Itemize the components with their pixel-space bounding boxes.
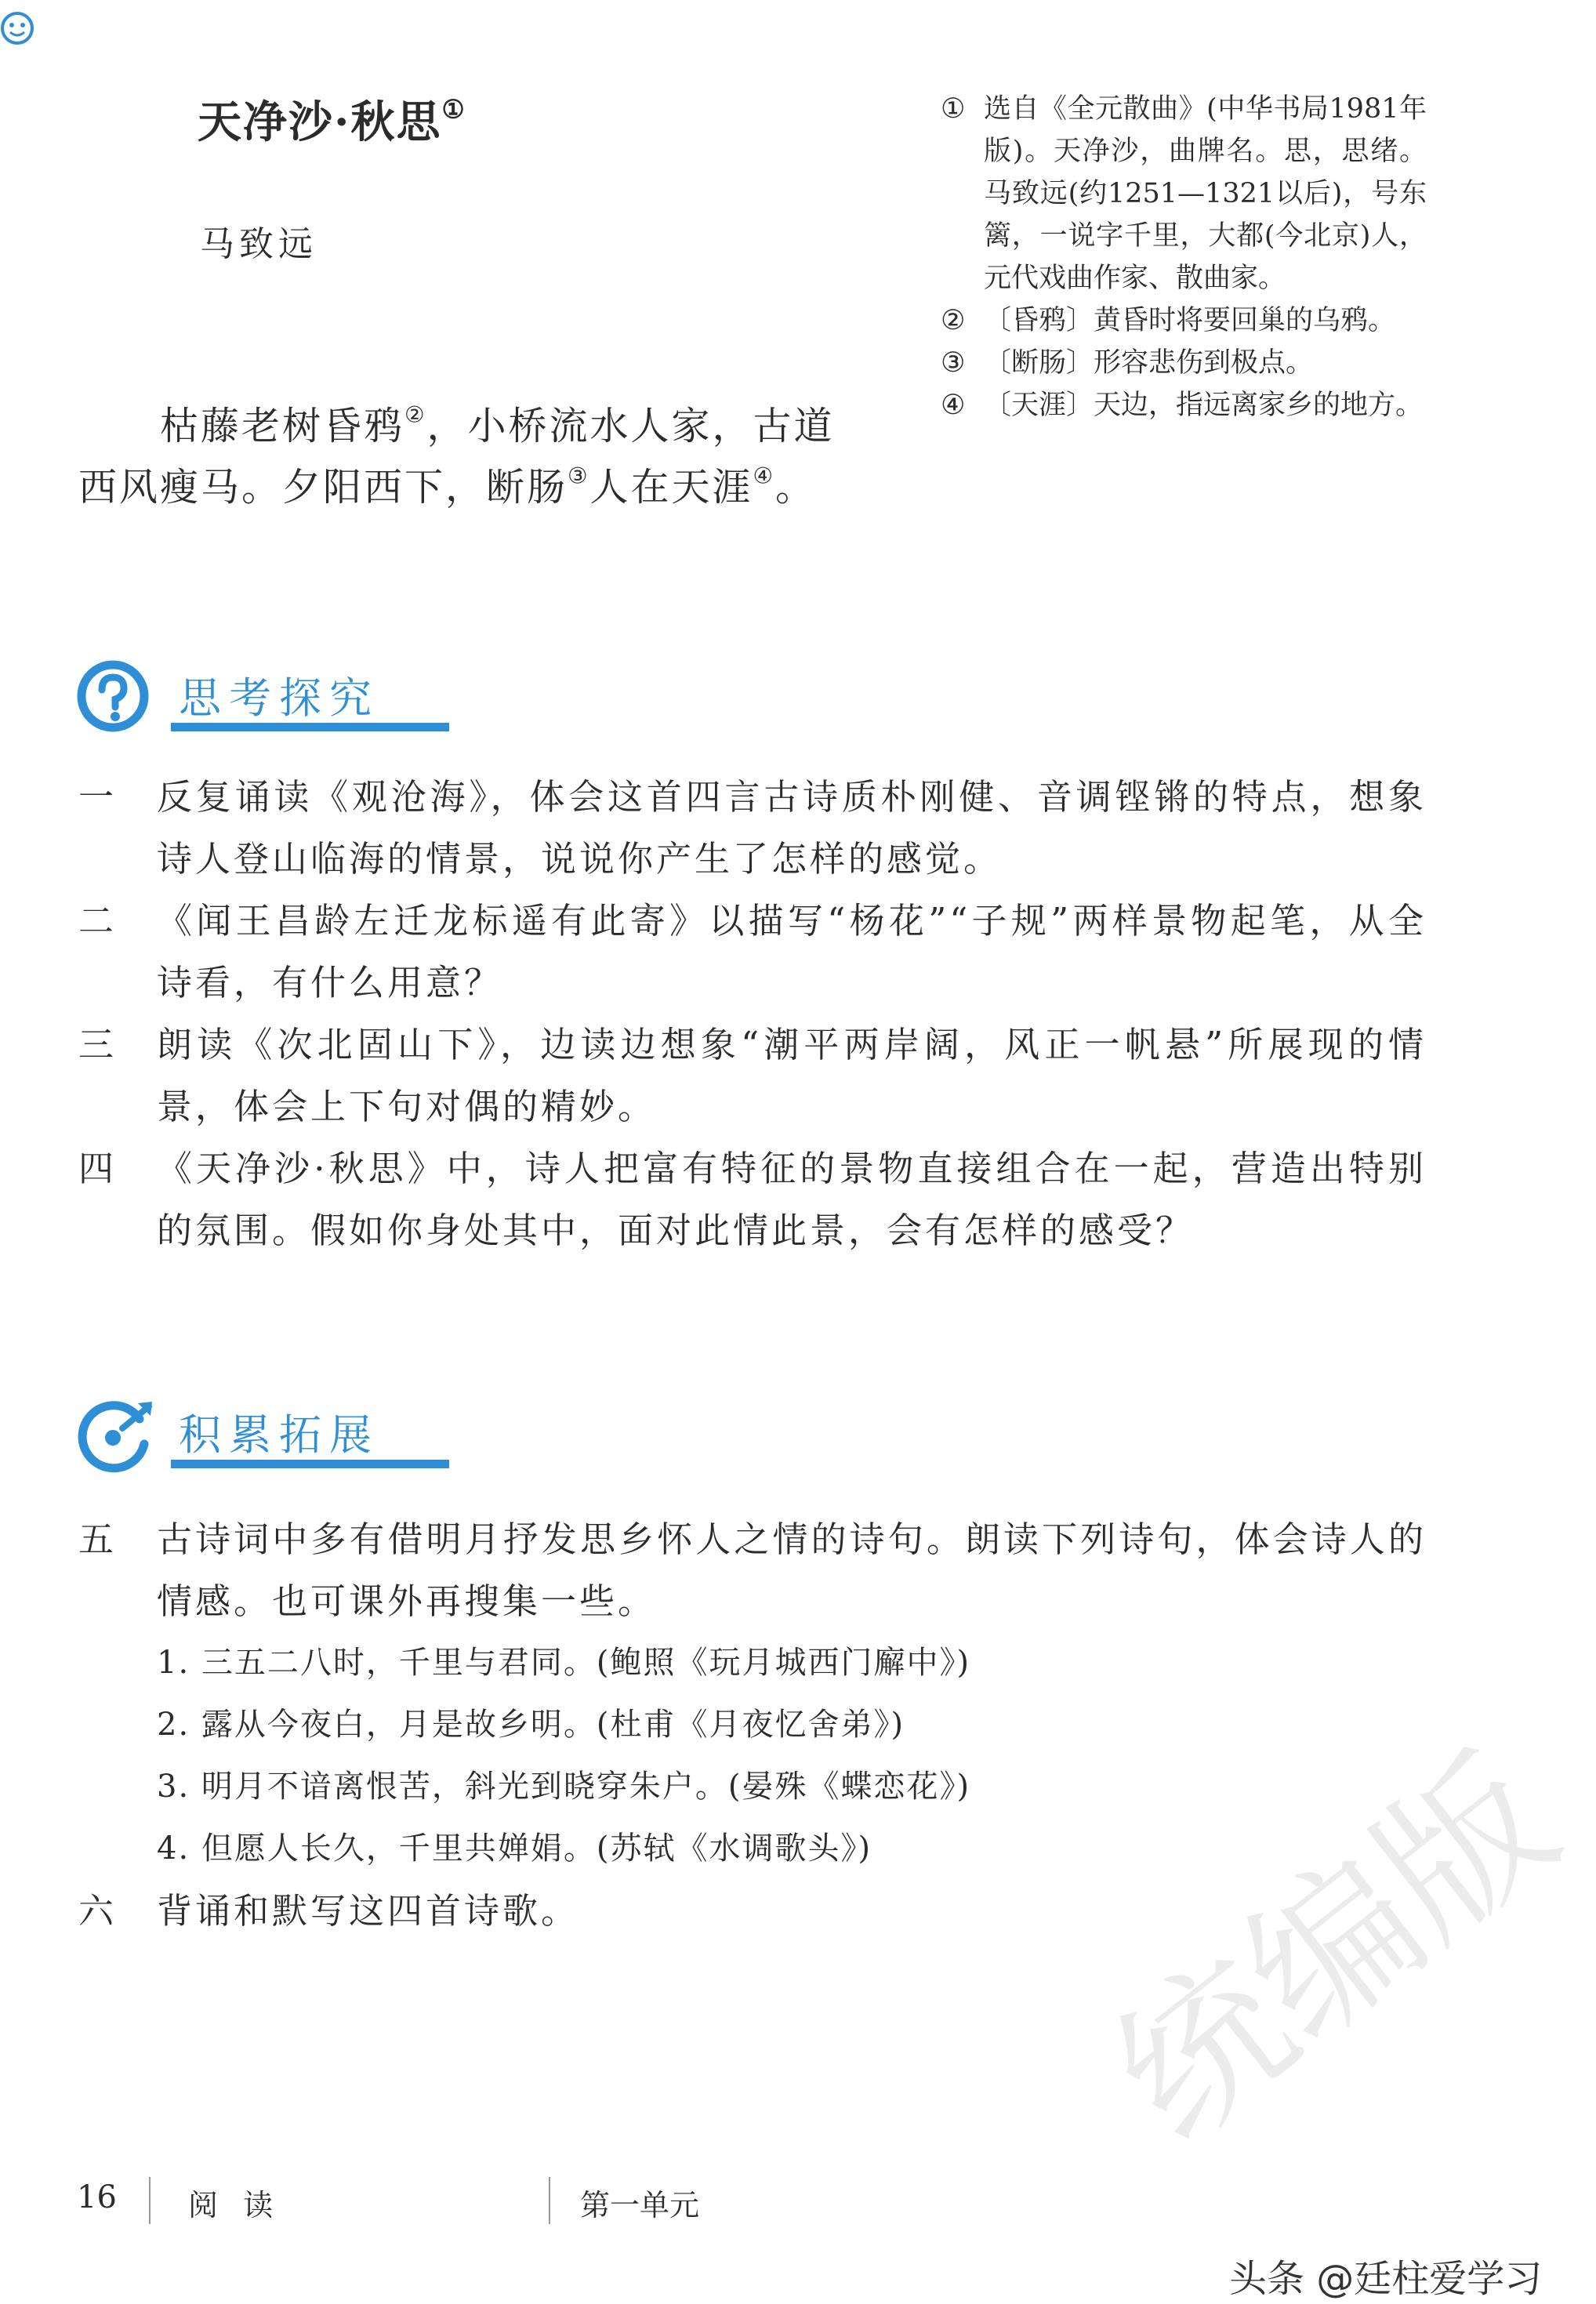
section-title: 积累拓展 — [179, 1410, 379, 1460]
poem-title: 天净沙·秋思① — [198, 94, 466, 148]
poem-line-item: 2. 露从今夜白，月是故乡明。(杜甫《月夜忆舍弟》) — [157, 1707, 905, 1743]
footnote-item: ② 〔昏鸦〕黄昏时将要回巢的乌鸦。 — [941, 305, 1396, 336]
source-credit: 头条 @廷柱爱学习 — [1229, 2257, 1543, 2301]
footnote-item: ③ 〔断肠〕形容悲伤到极点。 — [941, 347, 1314, 379]
watermark: 统编版 — [1081, 1721, 1589, 2177]
footnote-item: ④ 〔天涯〕天边，指远离家乡的地方。 — [941, 390, 1424, 421]
poem-line-2: 西风瘦马。夕阳西下，断肠③人在天涯④。 — [78, 463, 816, 510]
question-item: 四 《天净沙·秋思》中，诗人把富有特征的景物直接组合在一起，营造出特别的氛围。假如你身处其中，面对此情此景，会有怎样的感受？ — [78, 1148, 1427, 1251]
footer-unit-label: 第一单元 — [580, 2188, 700, 2222]
footer-divider — [549, 2177, 550, 2224]
footer-section-label: 阅 读 — [188, 2188, 281, 2222]
poem-line-item: 4. 但愿人长久，千里共婵娟。(苏轼《水调歌头》) — [157, 1831, 872, 1867]
section-title-underline — [171, 723, 449, 731]
question-mark-icon — [77, 659, 163, 745]
poem-line-item: 1. 三五二八时，千里与君同。(鲍照《玩月城西门廨中》) — [157, 1645, 971, 1681]
section-title: 思考探究 — [179, 673, 379, 723]
thinking-questions — [78, 766, 1427, 1261]
footnotes — [941, 88, 1427, 426]
poem-line-1: 枯藤老树昏鸦②，小桥流水人家，古道 — [78, 401, 835, 448]
title-footnote-mark: ① — [441, 94, 466, 125]
poem-author: 马致远 — [200, 224, 317, 264]
question-item: 一 反复诵读《观沧海》，体会这首四言古诗质朴刚健、音调铿锵的特点，想象诗人登山临海的情景，说说你产生了怎样的感觉。 — [78, 776, 1427, 880]
question-item: 五 古诗词中多有借明月抒发思乡怀人之情的诗句。朗读下列诗句，体会诗人的情感。也可课外再搜集一些。 — [78, 1518, 1427, 1622]
poem-line-item: 3. 明月不谙离恨苦，斜光到晓穿朱户。(晏殊《蝶恋花》) — [157, 1769, 971, 1805]
question-item: 三 朗读《次北固山下》，边读边想象“潮平两岸阔，风正一帆悬”所展现的情景，体会上下句对偶的精妙。 — [78, 1024, 1427, 1127]
footer-divider — [149, 2177, 151, 2224]
poem-line-list — [157, 1632, 1427, 1880]
page-number: 16 — [77, 2179, 117, 2215]
question-item: 六 背诵和默写这四首诗歌。 — [78, 1890, 580, 1932]
question-item: 二 《闻王昌龄左迁龙标遥有此寄》以描写“杨花”“子规”两样景物起笔，从全诗看，有什么用意？ — [78, 900, 1427, 1003]
footnote-item: ① 选自《全元散曲》(中华书局1981年版)。天净沙，曲牌名。思，思绪。马致远(约1251—1321以后)，号东篱，一说字千里，大都(今北京)人，元代戏曲作家、散曲家。 — [941, 93, 1427, 294]
section-title-underline — [171, 1460, 449, 1468]
poem-body — [78, 396, 835, 518]
refresh-arrow-icon — [77, 1395, 163, 1482]
smiley-icon — [0, 11, 34, 45]
